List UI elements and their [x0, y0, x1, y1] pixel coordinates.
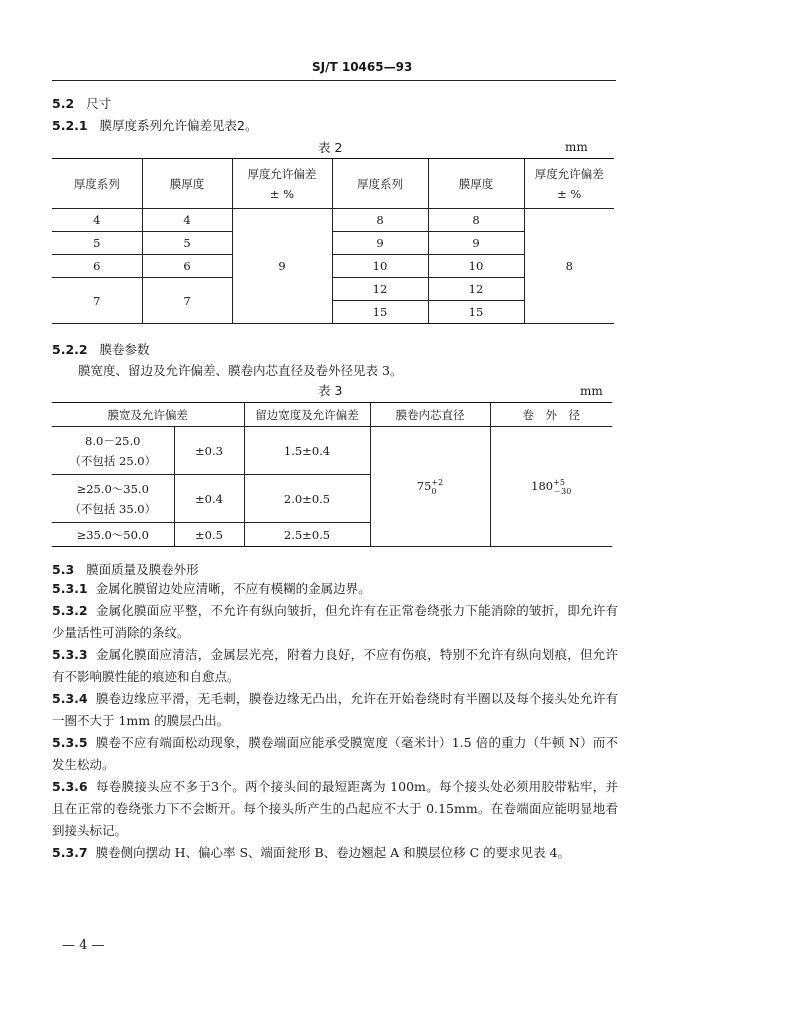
table2-cell: 4: [52, 209, 142, 232]
paragraph-number: 5.3.1: [52, 581, 88, 596]
paragraph-5-3-4: [52, 688, 618, 732]
section-number: 5.2: [52, 96, 75, 111]
paragraph-5-3-3: [52, 644, 618, 688]
header-line: 厚度允许偏差: [534, 166, 604, 181]
paragraph-text: 金属化膜面应平整，不允许有纵向皱折，但允许有在正常卷绕张力下能消除的皱折，即允许有少量活性可消除的条纹。: [52, 603, 618, 640]
table2-cell: 4: [142, 209, 232, 232]
core-upper: +2: [431, 477, 444, 487]
paragraph-text: 膜卷侧向摆动 H、偏心率 S、端面瓮形 B、卷边翘起 A 和膜层位移 C 的要求见表 4。: [95, 845, 571, 860]
header-rule: [52, 80, 616, 81]
standard-code: SJ/T 10465—93: [312, 60, 413, 74]
section-title: 膜面质量及膜卷外形: [86, 562, 199, 577]
table3-header-core: 膜卷内芯直径: [370, 403, 490, 427]
header-line: ± %: [557, 186, 582, 201]
paragraph-number: 5.3.5: [52, 735, 88, 750]
table3-unit: mm: [580, 384, 603, 398]
section-title: 尺寸: [86, 96, 112, 111]
paragraph-number: 5.3.4: [52, 691, 88, 706]
table2-cell: 6: [142, 255, 232, 278]
table2-cell: 8: [332, 209, 428, 232]
section-number: 5.3: [52, 562, 75, 577]
section-5-2-1: [52, 116, 257, 134]
paragraph-5-3-6: [52, 776, 618, 842]
table3-header-margin: 留边宽度及允许偏差: [244, 403, 370, 427]
outer-upper: +5: [553, 477, 565, 487]
paragraph-5-3-7: [52, 842, 618, 864]
core-base: 75: [416, 478, 432, 493]
paragraph-number: 5.3.7: [52, 845, 88, 860]
table2-cell: 15: [332, 301, 428, 324]
section-number: 5.2.1: [52, 118, 88, 133]
table2-cell: 10: [332, 255, 428, 278]
table2-cell: 6: [52, 255, 142, 278]
table3-margin: 2.5±0.5: [244, 523, 370, 547]
section-5-2-2-text: 膜宽度、留边及允许偏差、膜卷内芯直径及卷外径见表 3。: [78, 363, 403, 378]
table2-cell: 8: [428, 209, 524, 232]
header-line: 厚度允许偏差: [247, 166, 317, 181]
table2-unit: mm: [565, 140, 588, 154]
section-title: 膜卷参数: [99, 342, 150, 357]
outer-lower: －30: [553, 486, 572, 496]
table2-cell: 7: [142, 278, 232, 324]
table2-cell: 15: [428, 301, 524, 324]
section-5-2: [52, 94, 111, 112]
table2-cell: 12: [428, 278, 524, 301]
paragraph-number: 5.3.6: [52, 779, 88, 794]
table3-width-range: [52, 427, 174, 475]
section-number: 5.2.2: [52, 342, 88, 357]
table2-header-series: 厚度系列: [332, 159, 428, 209]
table2-cell: 12: [332, 278, 428, 301]
paragraph-text: 每卷膜接头应不多于3个。两个接头间的最短距离为 100m。每个接头处必须用胶带粘牢，并且在正常的卷绕张力下不会断开。每个接头所产生的凸起应不大于 0.15mm。在卷端面应能明显地看到接头标记。: [52, 779, 618, 838]
table3-width-tolerance: ±0.4: [174, 475, 244, 523]
table2-header-tolerance: [524, 159, 614, 209]
table2: [52, 158, 614, 324]
table3-margin: 1.5±0.4: [244, 427, 370, 475]
section-5-2-2: [52, 340, 150, 358]
table2-cell: 10: [428, 255, 524, 278]
section-text: 膜厚度系列允许偏差见表2。: [99, 118, 258, 133]
paragraph-number: 5.3.3: [52, 647, 88, 662]
table2-header-series: 厚度系列: [52, 159, 142, 209]
table2-header-thickness: 膜厚度: [142, 159, 232, 209]
table2-cell: 7: [52, 278, 142, 324]
outer-base: 180: [531, 478, 554, 493]
paragraph-text: 膜卷边缘应平滑，无毛刺，膜卷边缘无凸出，允许在开始卷绕时有半圈以及每个接头处允许有一圈不大于 1mm 的膜层凸出。: [52, 691, 618, 728]
paragraph-5-3-1: [52, 578, 618, 600]
paragraph-text: 金属化膜面应清洁，金属层光亮，附着力良好，不应有伤痕，特别不允许有纵向划痕，但允许有不影响膜性能的痕迹和自愈点。: [52, 647, 618, 684]
table3-header-outer: 卷 外 径: [490, 403, 612, 427]
width-range: ≥25.0～35.0: [76, 481, 149, 496]
table3-core-diameter: [370, 427, 490, 547]
width-note: （不包括 25.0）: [69, 453, 157, 468]
table2-cell: 9: [332, 232, 428, 255]
table3-width-tolerance: ±0.3: [174, 427, 244, 475]
paragraph-number: 5.3.2: [52, 603, 88, 618]
table2-cell: 9: [428, 232, 524, 255]
table3-margin: 2.0±0.5: [244, 475, 370, 523]
table3-outer-diameter: [490, 427, 612, 547]
paragraph-5-3-5: [52, 732, 618, 776]
table2-header-thickness: 膜厚度: [428, 159, 524, 209]
paragraph-5-3-2: [52, 600, 618, 644]
table3-width-range: ≥35.0～50.0: [52, 523, 174, 547]
table2-cell: 5: [142, 232, 232, 255]
width-note: （不包括 35.0）: [69, 501, 157, 516]
page-number: — 4 —: [62, 938, 105, 953]
table2-right-tolerance: 8: [524, 209, 614, 324]
table3-header-width: 膜宽及允许偏差: [52, 403, 244, 427]
table2-caption: 表 2: [318, 140, 343, 155]
table2-cell: 5: [52, 232, 142, 255]
table2-header-tolerance: [232, 159, 332, 209]
width-range: 8.0－25.0: [85, 433, 141, 448]
paragraph-text: 膜卷不应有端面松动现象，膜卷端面应能承受膜宽度（毫米计）1.5 倍的重力（牛顿 N）而不发生松动。: [52, 735, 618, 772]
paragraph-text: 金属化膜留边处应清晰，不应有模糊的金属边界。: [95, 581, 371, 596]
section-5-3: [52, 560, 199, 578]
table3-width-range: [52, 475, 174, 523]
table2-left-tolerance: 9: [232, 209, 332, 324]
core-lower: 0: [431, 486, 437, 496]
table3: [52, 402, 612, 547]
table3-width-tolerance: ±0.5: [174, 523, 244, 547]
header-line: ± %: [269, 186, 295, 201]
table3-caption: 表 3: [318, 383, 343, 398]
